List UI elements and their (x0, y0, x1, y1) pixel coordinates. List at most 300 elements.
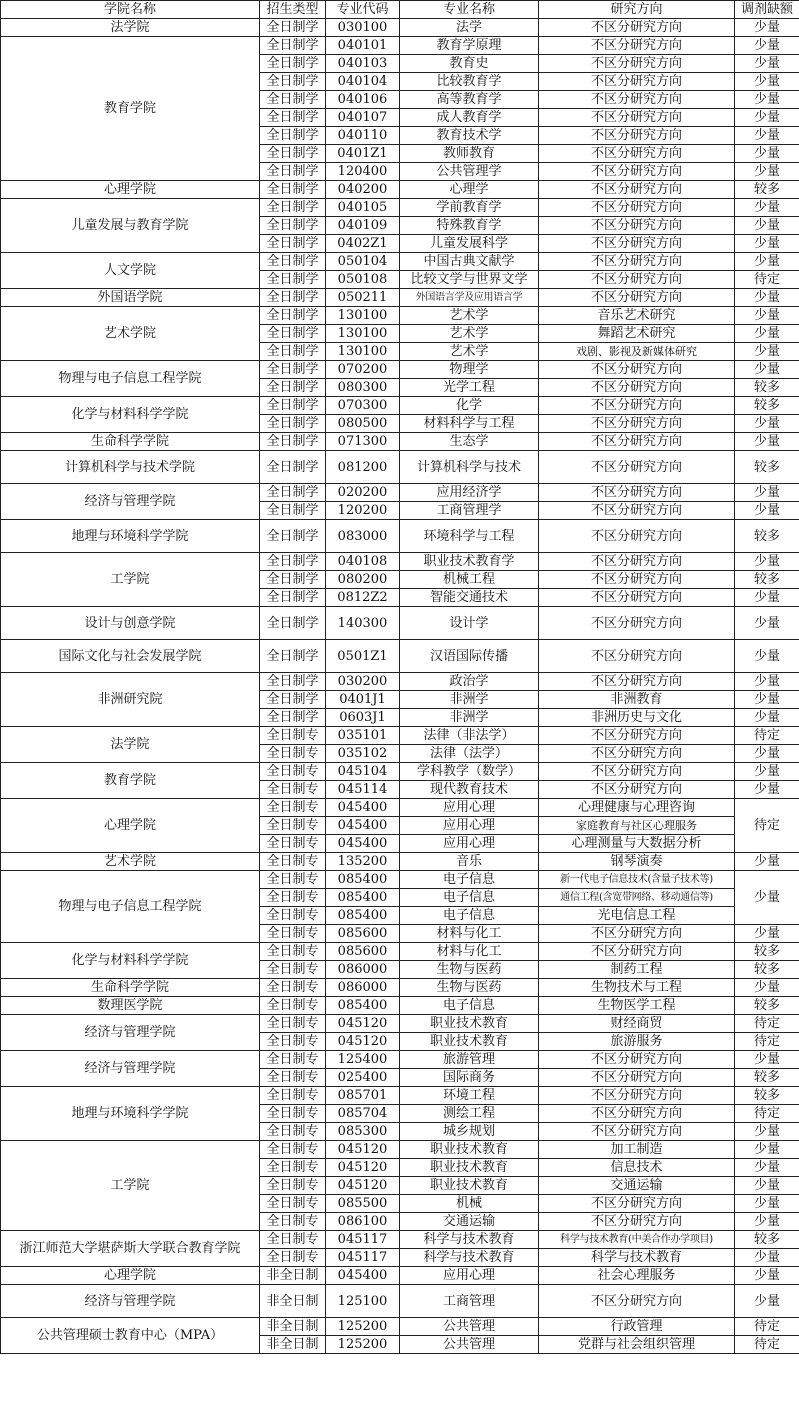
quota-cell: 少量 (735, 1141, 799, 1159)
type-cell: 全日制学 (260, 271, 326, 289)
quota-cell: 少量 (735, 673, 799, 691)
code-cell: 035102 (326, 745, 400, 763)
major-cell: 应用经济学 (400, 484, 539, 502)
college-cell: 物理与电子信息工程学院 (1, 871, 260, 943)
college-cell: 公共管理硕士教育中心（MPA） (1, 1318, 260, 1354)
code-cell: 080300 (326, 379, 400, 397)
quota-cell: 少量 (735, 289, 799, 307)
type-cell: 全日制专 (260, 853, 326, 871)
college-cell: 经济与管理学院 (1, 1015, 260, 1051)
major-cell: 公共管理 (400, 1336, 539, 1354)
code-cell: 040109 (326, 217, 400, 235)
direction-cell: 非洲历史与文化 (539, 709, 735, 727)
table-row (1, 727, 799, 745)
quota-cell: 少量 (735, 217, 799, 235)
type-cell: 全日制专 (260, 889, 326, 907)
college-cell: 经济与管理学院 (1, 1285, 260, 1318)
quota-cell: 少量 (735, 1195, 799, 1213)
direction-cell: 不区分研究方向 (539, 1105, 735, 1123)
type-cell: 全日制学 (260, 343, 326, 361)
code-cell: 085704 (326, 1105, 400, 1123)
type-cell: 全日制学 (260, 520, 326, 553)
code-cell: 040110 (326, 127, 400, 145)
code-cell: 0812Z2 (326, 589, 400, 607)
type-cell: 全日制专 (260, 1051, 326, 1069)
direction-cell: 不区分研究方向 (539, 727, 735, 745)
major-cell: 环境工程 (400, 1087, 539, 1105)
direction-cell: 不区分研究方向 (539, 289, 735, 307)
quota-cell: 待定 (735, 727, 799, 745)
major-cell: 学科教学（数学） (400, 763, 539, 781)
quota-cell: 少量 (735, 589, 799, 607)
direction-cell: 不区分研究方向 (539, 553, 735, 571)
type-cell: 全日制专 (260, 925, 326, 943)
table-row (1, 361, 799, 379)
direction-cell: 不区分研究方向 (539, 763, 735, 781)
type-cell: 全日制专 (260, 799, 326, 817)
major-cell: 设计学 (400, 607, 539, 640)
major-cell: 机械工程 (400, 571, 539, 589)
quota-cell: 少量 (735, 763, 799, 781)
quota-cell: 少量 (735, 979, 799, 997)
type-cell: 全日制学 (260, 502, 326, 520)
code-cell: 0501Z1 (326, 640, 400, 673)
type-cell: 全日制学 (260, 307, 326, 325)
college-cell: 儿童发展与教育学院 (1, 199, 260, 253)
type-cell: 全日制学 (260, 73, 326, 91)
major-cell: 非洲学 (400, 691, 539, 709)
major-cell: 艺术学 (400, 325, 539, 343)
major-cell: 教育技术学 (400, 127, 539, 145)
code-cell: 040106 (326, 91, 400, 109)
type-cell: 全日制专 (260, 817, 326, 835)
table-row (1, 181, 799, 199)
code-cell: 135200 (326, 853, 400, 871)
college-cell: 物理与电子信息工程学院 (1, 361, 260, 397)
college-cell: 生命科学学院 (1, 433, 260, 451)
quota-cell: 少量 (735, 55, 799, 73)
quota-cell: 少量 (735, 343, 799, 361)
major-cell: 生态学 (400, 433, 539, 451)
major-cell: 职业技术教育 (400, 1015, 539, 1033)
code-cell: 081200 (326, 451, 400, 484)
code-cell: 040103 (326, 55, 400, 73)
type-cell: 全日制专 (260, 979, 326, 997)
quota-cell: 少量 (735, 745, 799, 763)
college-cell: 数理医学院 (1, 997, 260, 1015)
quota-cell: 较多 (735, 451, 799, 484)
quota-cell: 较多 (735, 379, 799, 397)
type-cell: 全日制专 (260, 961, 326, 979)
code-cell: 025400 (326, 1069, 400, 1087)
direction-cell: 不区分研究方向 (539, 925, 735, 943)
header-major: 专业名称 (400, 1, 539, 19)
direction-cell: 家庭教育与社区心理服务 (539, 817, 735, 835)
major-cell: 应用心理 (400, 1267, 539, 1285)
direction-cell: 不区分研究方向 (539, 1087, 735, 1105)
major-cell: 学前教育学 (400, 199, 539, 217)
direction-cell: 非洲教育 (539, 691, 735, 709)
code-cell: 086000 (326, 961, 400, 979)
major-cell: 化学 (400, 397, 539, 415)
major-cell: 儿童发展科学 (400, 235, 539, 253)
direction-cell: 党群与社会组织管理 (539, 1336, 735, 1354)
table-row (1, 673, 799, 691)
college-cell: 工学院 (1, 1141, 260, 1231)
major-cell: 材料与化工 (400, 925, 539, 943)
table-row (1, 19, 799, 37)
major-cell: 公共管理学 (400, 163, 539, 181)
quota-cell: 少量 (735, 853, 799, 871)
quota-cell: 少量 (735, 1249, 799, 1267)
direction-cell: 不区分研究方向 (539, 91, 735, 109)
quota-cell: 少量 (735, 163, 799, 181)
type-cell: 全日制学 (260, 607, 326, 640)
header-type: 招生类型 (260, 1, 326, 19)
college-cell: 艺术学院 (1, 853, 260, 871)
major-cell: 应用心理 (400, 799, 539, 817)
quota-cell: 待定 (735, 799, 799, 853)
code-cell: 040101 (326, 37, 400, 55)
code-cell: 030200 (326, 673, 400, 691)
quota-cell: 少量 (735, 607, 799, 640)
major-cell: 电子信息 (400, 997, 539, 1015)
college-cell: 经济与管理学院 (1, 484, 260, 520)
quota-cell: 少量 (735, 1213, 799, 1231)
major-cell: 科学与技术教育 (400, 1231, 539, 1249)
type-cell: 全日制学 (260, 673, 326, 691)
quota-cell: 待定 (735, 271, 799, 289)
direction-cell: 不区分研究方向 (539, 199, 735, 217)
type-cell: 全日制专 (260, 1105, 326, 1123)
direction-cell: 不区分研究方向 (539, 502, 735, 520)
major-cell: 环境科学与工程 (400, 520, 539, 553)
quota-cell: 少量 (735, 1051, 799, 1069)
code-cell: 085600 (326, 943, 400, 961)
direction-cell: 不区分研究方向 (539, 37, 735, 55)
code-cell: 070200 (326, 361, 400, 379)
major-cell: 心理学 (400, 181, 539, 199)
table-row (1, 799, 799, 817)
direction-cell: 钢琴演奏 (539, 853, 735, 871)
quota-cell: 少量 (735, 871, 799, 925)
table-row (1, 1267, 799, 1285)
code-cell: 085500 (326, 1195, 400, 1213)
direction-cell: 不区分研究方向 (539, 640, 735, 673)
college-cell: 生命科学学院 (1, 979, 260, 997)
quota-cell: 待定 (735, 1015, 799, 1033)
code-cell: 045117 (326, 1249, 400, 1267)
table-row (1, 253, 799, 271)
code-cell: 085701 (326, 1087, 400, 1105)
direction-cell: 不区分研究方向 (539, 361, 735, 379)
direction-cell: 通信工程(含宽带网络、移动通信等) (539, 889, 735, 907)
quota-cell: 少量 (735, 307, 799, 325)
direction-cell: 不区分研究方向 (539, 451, 735, 484)
quota-cell: 少量 (735, 925, 799, 943)
college-cell: 教育学院 (1, 763, 260, 799)
type-cell: 全日制专 (260, 1015, 326, 1033)
type-cell: 非全日制 (260, 1318, 326, 1336)
code-cell: 085400 (326, 907, 400, 925)
code-cell: 050108 (326, 271, 400, 289)
major-cell: 汉语国际传播 (400, 640, 539, 673)
table-row (1, 853, 799, 871)
code-cell: 0401Z1 (326, 145, 400, 163)
code-cell: 040200 (326, 181, 400, 199)
type-cell: 全日制专 (260, 1159, 326, 1177)
direction-cell: 心理健康与心理咨询 (539, 799, 735, 817)
college-cell: 地理与环境科学学院 (1, 520, 260, 553)
direction-cell: 不区分研究方向 (539, 19, 735, 37)
direction-cell: 不区分研究方向 (539, 433, 735, 451)
quota-cell: 较多 (735, 571, 799, 589)
direction-cell: 不区分研究方向 (539, 163, 735, 181)
college-cell: 非洲研究院 (1, 673, 260, 727)
direction-cell: 不区分研究方向 (539, 127, 735, 145)
quota-cell: 较多 (735, 961, 799, 979)
major-cell: 外国语言学及应用语言学 (400, 289, 539, 307)
quota-cell: 待定 (735, 1105, 799, 1123)
college-cell: 心理学院 (1, 1267, 260, 1285)
header-code: 专业代码 (326, 1, 400, 19)
direction-cell: 不区分研究方向 (539, 217, 735, 235)
code-cell: 030100 (326, 19, 400, 37)
major-cell: 测绘工程 (400, 1105, 539, 1123)
quota-cell: 较多 (735, 397, 799, 415)
code-cell: 045400 (326, 835, 400, 853)
direction-cell: 不区分研究方向 (539, 571, 735, 589)
major-cell: 光学工程 (400, 379, 539, 397)
direction-cell: 音乐艺术研究 (539, 307, 735, 325)
table-row (1, 607, 799, 640)
college-cell: 国际文化与社会发展学院 (1, 640, 260, 673)
type-cell: 全日制学 (260, 235, 326, 253)
type-cell: 全日制专 (260, 1033, 326, 1051)
major-cell: 国际商务 (400, 1069, 539, 1087)
type-cell: 全日制学 (260, 433, 326, 451)
type-cell: 全日制专 (260, 1231, 326, 1249)
college-cell: 心理学院 (1, 799, 260, 853)
code-cell: 045400 (326, 799, 400, 817)
code-cell: 045114 (326, 781, 400, 799)
college-cell: 人文学院 (1, 253, 260, 289)
type-cell: 全日制学 (260, 451, 326, 484)
direction-cell: 不区分研究方向 (539, 145, 735, 163)
table-row (1, 1051, 799, 1069)
direction-cell: 不区分研究方向 (539, 1285, 735, 1318)
major-cell: 工商管理 (400, 1285, 539, 1318)
type-cell: 全日制学 (260, 199, 326, 217)
type-cell: 全日制学 (260, 109, 326, 127)
quota-cell: 少量 (735, 37, 799, 55)
college-cell: 艺术学院 (1, 307, 260, 361)
major-cell: 材料科学与工程 (400, 415, 539, 433)
quota-cell: 较多 (735, 520, 799, 553)
code-cell: 083000 (326, 520, 400, 553)
direction-cell: 行政管理 (539, 1318, 735, 1336)
quota-cell: 待定 (735, 1033, 799, 1051)
direction-cell: 不区分研究方向 (539, 673, 735, 691)
major-cell: 材料与化工 (400, 943, 539, 961)
direction-cell: 戏剧、影视及新媒体研究 (539, 343, 735, 361)
type-cell: 全日制专 (260, 781, 326, 799)
type-cell: 全日制专 (260, 835, 326, 853)
major-cell: 法学 (400, 19, 539, 37)
direction-cell: 不区分研究方向 (539, 1213, 735, 1231)
major-cell: 现代教育技术 (400, 781, 539, 799)
table-row (1, 1285, 799, 1318)
quota-cell: 少量 (735, 433, 799, 451)
table-row (1, 943, 799, 961)
code-cell: 070300 (326, 397, 400, 415)
major-cell: 工商管理学 (400, 502, 539, 520)
quota-cell: 少量 (735, 502, 799, 520)
code-cell: 040107 (326, 109, 400, 127)
direction-cell: 财经商贸 (539, 1015, 735, 1033)
code-cell: 045104 (326, 763, 400, 781)
type-cell: 全日制专 (260, 1249, 326, 1267)
major-cell: 生物与医药 (400, 979, 539, 997)
major-cell: 职业技术教育 (400, 1141, 539, 1159)
major-cell: 职业技术教育 (400, 1159, 539, 1177)
code-cell: 085400 (326, 889, 400, 907)
quota-cell: 较多 (735, 1231, 799, 1249)
college-cell: 化学与材料科学学院 (1, 397, 260, 433)
college-cell: 设计与创意学院 (1, 607, 260, 640)
code-cell: 125200 (326, 1318, 400, 1336)
major-cell: 艺术学 (400, 307, 539, 325)
type-cell: 全日制专 (260, 1177, 326, 1195)
major-cell: 公共管理 (400, 1318, 539, 1336)
type-cell: 全日制学 (260, 217, 326, 235)
major-cell: 交通运输 (400, 1213, 539, 1231)
code-cell: 045120 (326, 1141, 400, 1159)
direction-cell: 生物技术与工程 (539, 979, 735, 997)
direction-cell: 不区分研究方向 (539, 1069, 735, 1087)
type-cell: 全日制学 (260, 691, 326, 709)
code-cell: 040108 (326, 553, 400, 571)
header-quota: 调剂缺额 (735, 1, 799, 19)
type-cell: 全日制学 (260, 253, 326, 271)
major-cell: 城乡规划 (400, 1123, 539, 1141)
code-cell: 045117 (326, 1231, 400, 1249)
type-cell: 全日制专 (260, 997, 326, 1015)
major-cell: 中国古典文献学 (400, 253, 539, 271)
college-cell: 化学与材料科学学院 (1, 943, 260, 979)
direction-cell: 交通运输 (539, 1177, 735, 1195)
code-cell: 085600 (326, 925, 400, 943)
direction-cell: 不区分研究方向 (539, 181, 735, 199)
code-cell: 0603J1 (326, 709, 400, 727)
direction-cell: 科学与技术教育 (539, 1249, 735, 1267)
quota-cell: 少量 (735, 325, 799, 343)
type-cell: 全日制学 (260, 91, 326, 109)
major-cell: 物理学 (400, 361, 539, 379)
direction-cell: 舞蹈艺术研究 (539, 325, 735, 343)
table-row (1, 763, 799, 781)
college-cell: 法学院 (1, 19, 260, 37)
quota-cell: 少量 (735, 109, 799, 127)
direction-cell: 信息技术 (539, 1159, 735, 1177)
quota-cell: 待定 (735, 1336, 799, 1354)
quota-cell: 少量 (735, 1159, 799, 1177)
type-cell: 非全日制 (260, 1285, 326, 1318)
direction-cell: 社会心理服务 (539, 1267, 735, 1285)
quota-cell: 待定 (735, 1318, 799, 1336)
direction-cell: 不区分研究方向 (539, 520, 735, 553)
major-cell: 智能交通技术 (400, 589, 539, 607)
major-cell: 职业技术教育 (400, 1033, 539, 1051)
direction-cell: 不区分研究方向 (539, 73, 735, 91)
type-cell: 全日制专 (260, 1213, 326, 1231)
table-row (1, 1087, 799, 1105)
table-row (1, 1231, 799, 1249)
major-cell: 法律（非法学） (400, 727, 539, 745)
direction-cell: 不区分研究方向 (539, 379, 735, 397)
quota-cell: 少量 (735, 640, 799, 673)
table-row (1, 979, 799, 997)
college-cell: 法学院 (1, 727, 260, 763)
code-cell: 045120 (326, 1177, 400, 1195)
quota-cell: 少量 (735, 553, 799, 571)
code-cell: 045400 (326, 817, 400, 835)
direction-cell: 不区分研究方向 (539, 607, 735, 640)
table-row (1, 451, 799, 484)
quota-cell: 少量 (735, 145, 799, 163)
direction-cell: 不区分研究方向 (539, 109, 735, 127)
direction-cell: 不区分研究方向 (539, 415, 735, 433)
direction-cell: 旅游服务 (539, 1033, 735, 1051)
type-cell: 全日制学 (260, 379, 326, 397)
code-cell: 050211 (326, 289, 400, 307)
type-cell: 全日制学 (260, 325, 326, 343)
table-row (1, 520, 799, 553)
type-cell: 全日制专 (260, 943, 326, 961)
direction-cell: 不区分研究方向 (539, 271, 735, 289)
major-cell: 旅游管理 (400, 1051, 539, 1069)
major-cell: 应用心理 (400, 835, 539, 853)
direction-cell: 不区分研究方向 (539, 1195, 735, 1213)
type-cell: 全日制学 (260, 361, 326, 379)
college-cell: 地理与环境科学学院 (1, 1087, 260, 1141)
code-cell: 045120 (326, 1159, 400, 1177)
code-cell: 125400 (326, 1051, 400, 1069)
code-cell: 085400 (326, 871, 400, 889)
code-cell: 040104 (326, 73, 400, 91)
type-cell: 全日制学 (260, 571, 326, 589)
college-cell: 心理学院 (1, 181, 260, 199)
type-cell: 全日制专 (260, 763, 326, 781)
table-row (1, 289, 799, 307)
quota-cell: 少量 (735, 253, 799, 271)
code-cell: 130100 (326, 325, 400, 343)
table-row (1, 307, 799, 325)
direction-cell: 不区分研究方向 (539, 745, 735, 763)
quota-cell: 较多 (735, 181, 799, 199)
major-cell: 计算机科学与技术 (400, 451, 539, 484)
type-cell: 全日制专 (260, 871, 326, 889)
major-cell: 法律（法学） (400, 745, 539, 763)
major-cell: 教育史 (400, 55, 539, 73)
quota-cell: 少量 (735, 1285, 799, 1318)
type-cell: 全日制专 (260, 1195, 326, 1213)
code-cell: 130100 (326, 307, 400, 325)
major-cell: 艺术学 (400, 343, 539, 361)
major-cell: 特殊教育学 (400, 217, 539, 235)
quota-cell: 少量 (735, 691, 799, 709)
code-cell: 125100 (326, 1285, 400, 1318)
